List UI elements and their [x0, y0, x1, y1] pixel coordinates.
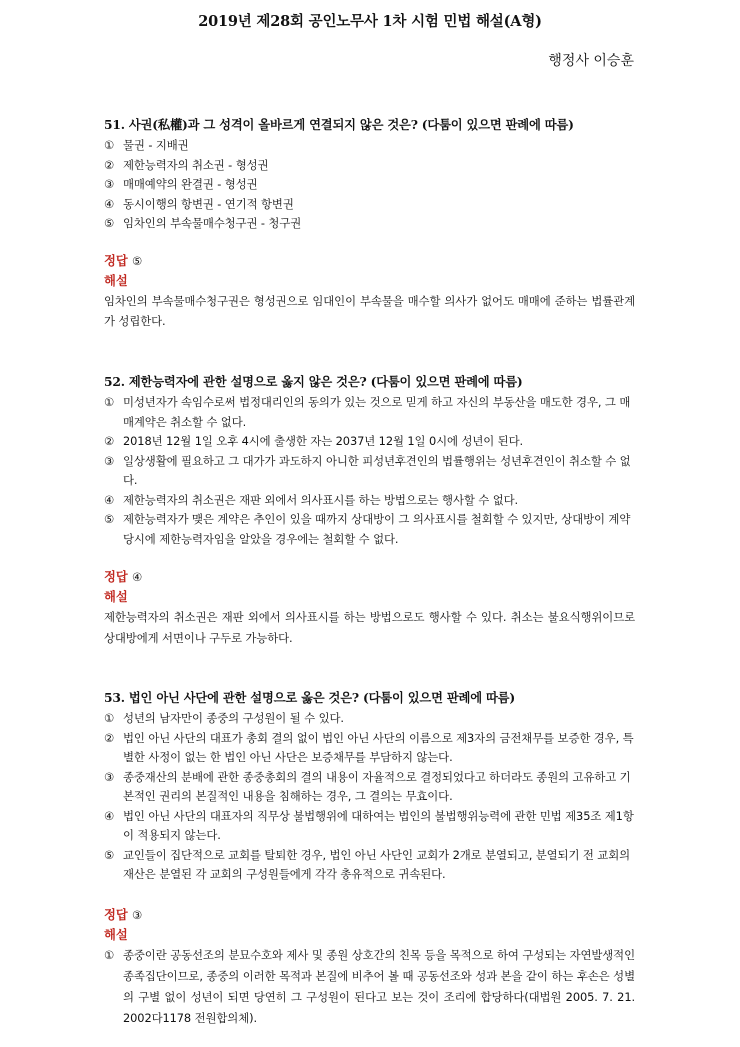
answer-line [104, 251, 635, 271]
option-1: ① 성년의 남자만이 종중의 구성원이 될 수 있다. [104, 711, 344, 725]
option-3: ③ 일상생활에 필요하고 그 대가가 과도하지 아니한 피성년후견인의 법률행위는 성년후견인이 취소할 수 없다. [104, 453, 631, 487]
answer-value: ④ [132, 570, 143, 584]
question-title: 53. 법인 아닌 사단에 관한 설명으로 옳은 것은? (다툼이 있으면 판례에 따름) [104, 690, 515, 705]
explanation-label: 해설 [104, 926, 128, 942]
question-title: 51. 사권(私權)과 그 성격이 올바르게 연결되지 않은 것은? (다툼이 있으면 판례에 따름) [104, 117, 574, 132]
option-5: ⑤ 임차인의 부속물매수청구권 - 청구권 [104, 216, 302, 230]
option-2: ② 2018년 12월 1일 오후 4시에 출생한 자는 2037년 12월 1일 0시에 성년이 된다. [104, 434, 523, 448]
option-1: ① 미성년자가 속임수로써 법정대리인의 동의가 있는 것으로 믿게 하고 자신의 부동산을 매도한 경우, 그 매매계약은 취소할 수 없다. [104, 395, 631, 429]
option-2: ② 법인 아닌 사단의 대표가 총회 결의 없이 법인 아닌 사단의 이름으로 제3자의 금전채무를 보증한 경우, 특별한 사정이 없는 한 법인 아닌 사단은 보증채무를 부담하지 않는다. [104, 730, 634, 764]
answer-value: ③ [132, 907, 143, 922]
explanation-item-1: ① 종중이란 공동선조의 분묘수호와 제사 및 종원 상호간의 친목 등을 목적으로 하여 구성되는 자연발생적인 종족집단이므로, 종중의 이러한 목적과 본질에 비추어 볼 때 공동선조와 성과 본을 같이 하는 후손은 성별의 구별 없이 성년이 되면 당연히 그 구성원이 된다고 보는 것이 조리에 합당하다(대법원 2005. 7. 21. 2002다1178 전원합의체). [104, 947, 635, 1025]
question-52 [104, 371, 635, 648]
author-name: 행정사 이승훈 [548, 53, 634, 69]
option-2: ② 제한능력자의 취소권 - 형성권 [104, 157, 269, 172]
explanation-text: 임차인의 부속물매수청구권은 형성권으로 임대인이 부속물을 매수할 의사가 없어도 매매에 준하는 법률관계가 성립한다. [104, 293, 635, 328]
answer-label: 정답 [104, 906, 128, 922]
option-3: ③ 매매예약의 완결권 - 형성권 [104, 177, 258, 191]
explanation-text: 제한능력자의 취소권은 재판 외에서 의사표시를 하는 방법으로도 행사할 수 있다. 취소는 불요식행위이므로 상대방에게 서면이나 구두로 가능하다. [104, 610, 635, 645]
answer-label: 정답 [104, 569, 128, 584]
option-4: ④ 동시이행의 항변권 - 연기적 항변권 [104, 196, 294, 211]
answer-label: 정답 [104, 252, 128, 268]
option-5: ⑤ 교인들이 집단적으로 교회를 탈퇴한 경우, 법인 아닌 사단인 교회가 2개로 분열되고, 분열되기 전 교회의 재산은 분열된 각 교회의 구성원들에게 각각 총유적으로 귀속된다. [104, 847, 630, 881]
document-title: 2019년 제28회 공인노무사 1차 시험 민법 해설(A형) [198, 13, 542, 30]
question-title: 52. 제한능력자에 관한 설명으로 옳지 않은 것은? (다툼이 있으면 판례에 따름) [104, 374, 523, 389]
explanation-label: 해설 [104, 589, 128, 604]
option-3: ③ 종중재산의 분배에 관한 종중총회의 결의 내용이 자율적으로 결정되었다고 하더라도 종원의 고유하고 기본적인 권리의 본질적인 내용을 침해하는 경우, 그 결의는 무효이다. [104, 769, 631, 803]
answer-line [104, 567, 635, 587]
answer-value: ⑤ [132, 253, 143, 268]
option-1: ① 물권 - 지배권 [104, 138, 189, 152]
answer-line [104, 905, 635, 925]
option-5: ⑤ 제한능력자가 맺은 계약은 추인이 있을 때까지 상대방이 그 의사표시를 철회할 수 있지만, 상대방이 계약 당시에 제한능력자임을 알았을 경우에는 철회할 수 없다. [104, 512, 631, 546]
option-4: ④ 법인 아닌 사단의 대표자의 직무상 불법행위에 대하여는 법인의 불법행위능력에 관한 민법 제35조 제1항이 적용되지 않는다. [104, 808, 634, 842]
question-53 [104, 687, 635, 1029]
option-4: ④ 제한능력자의 취소권은 재판 외에서 의사표시를 하는 방법으로는 행사할 수 없다. [104, 492, 519, 507]
explanation-label: 해설 [104, 272, 128, 288]
question-51 [104, 114, 635, 332]
